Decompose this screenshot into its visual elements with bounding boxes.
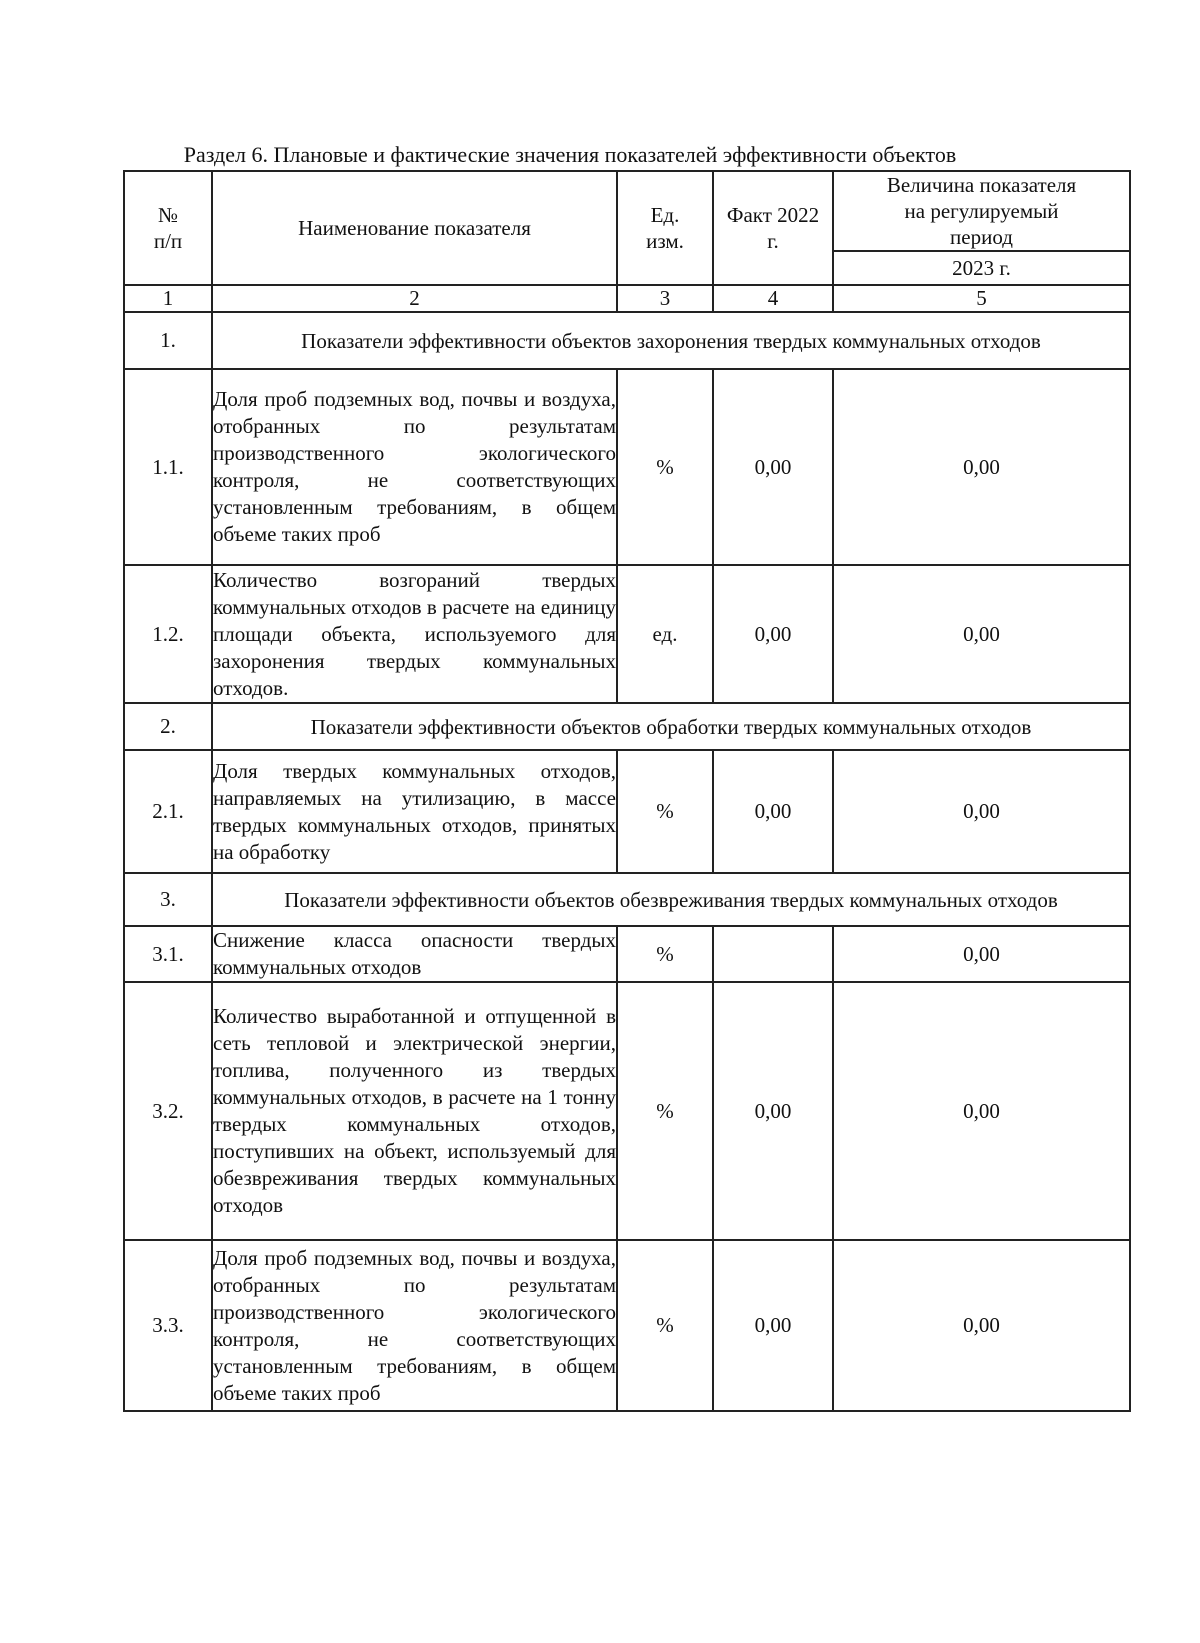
row-plan: 0,00 xyxy=(833,982,1130,1240)
header-name xyxy=(212,171,617,285)
header-planned xyxy=(833,171,1130,251)
header-year: 2023 г. xyxy=(833,251,1130,285)
row-unit: % xyxy=(617,982,713,1240)
colnum-1: 1 xyxy=(124,285,212,312)
row-num: 3.2. xyxy=(124,982,212,1240)
section-num: 3. xyxy=(124,873,212,926)
column-number-row xyxy=(124,285,1130,312)
row-plan: 0,00 xyxy=(833,565,1130,703)
row-num: 2.1. xyxy=(124,750,212,873)
table-row xyxy=(124,369,1130,565)
table-row xyxy=(124,1240,1130,1411)
row-num: 3.3. xyxy=(124,1240,212,1411)
row-num: 1.2. xyxy=(124,565,212,703)
row-num: 1.1. xyxy=(124,369,212,565)
row-name: Доля проб подземных вод, почвы и воздуха, отобранных по результатам производственного экологического контроля, не соответствующих установленным требованиям, в общем объеме таких проб xyxy=(212,1240,617,1411)
colnum-3: 3 xyxy=(617,285,713,312)
section-heading: Показатели эффективности объектов обработки твердых коммунальных отходов xyxy=(212,703,1130,750)
row-name: Доля твердых коммунальных отходов, направляемых на утилизацию, в массе твердых коммунальных отходов, принятых на обработку xyxy=(212,750,617,873)
section-title: Раздел 6. Плановые и фактические значения показателей эффективности объектов xyxy=(183,142,957,167)
row-unit: ед. xyxy=(617,565,713,703)
table-row xyxy=(124,565,1130,703)
row-plan: 0,00 xyxy=(833,750,1130,873)
header-planned-text: Величина показателя на регулируемый период xyxy=(886,173,1077,249)
row-num: 3.1. xyxy=(124,926,212,982)
header-fact-text: Факт 2022 г. xyxy=(726,203,820,253)
section-num: 2. xyxy=(124,703,212,750)
colnum-4: 4 xyxy=(713,285,833,312)
table-row xyxy=(124,750,1130,873)
row-plan: 0,00 xyxy=(833,1240,1130,1411)
row-fact: 0,00 xyxy=(713,565,833,703)
row-fact: 0,00 xyxy=(713,982,833,1240)
header-num-text: № п/п xyxy=(153,203,183,253)
header-row xyxy=(124,171,1130,251)
section-heading: Показатели эффективности объектов захоронения твердых коммунальных отходов xyxy=(212,312,1130,369)
row-name: Количество выработанной и отпущенной в сеть тепловой и электрической энергии, топлива, полученного из твердых коммунальных отходов, в расчете на 1 тонну твердых коммунальных отходов, поступивших на объект, используемый для обезвреживания твердых коммунальных отходов xyxy=(212,982,617,1240)
section-num: 1. xyxy=(124,312,212,369)
colnum-5: 5 xyxy=(833,285,1130,312)
row-unit: % xyxy=(617,750,713,873)
header-name-text: Наименование показателя xyxy=(298,216,531,240)
section-row xyxy=(124,703,1130,750)
header-fact xyxy=(713,171,833,285)
row-plan: 0,00 xyxy=(833,926,1130,982)
row-name: Снижение класса опасности твердых коммунальных отходов xyxy=(212,926,617,982)
table-row xyxy=(124,926,1130,982)
header-unit-text: Ед. изм. xyxy=(646,203,684,253)
header-unit xyxy=(617,171,713,285)
row-name: Количество возгораний твердых коммунальных отходов в расчете на единицу площади объекта, используемого для захоронения твердых коммунальных отходов. xyxy=(212,565,617,703)
header-num xyxy=(124,171,212,285)
section-heading: Показатели эффективности объектов обезвреживания твердых коммунальных отходов xyxy=(212,873,1130,926)
row-name: Доля проб подземных вод, почвы и воздуха, отобранных по результатам производственного экологического контроля, не соответствующих установленным требованиям, в общем объеме таких проб xyxy=(212,369,617,565)
colnum-2: 2 xyxy=(212,285,617,312)
row-fact: 0,00 xyxy=(713,750,833,873)
row-plan: 0,00 xyxy=(833,369,1130,565)
table-row xyxy=(124,982,1130,1240)
row-unit: % xyxy=(617,1240,713,1411)
row-fact: 0,00 xyxy=(713,1240,833,1411)
row-fact: 0,00 xyxy=(713,369,833,565)
indicators-table xyxy=(123,170,1131,1412)
row-unit: % xyxy=(617,369,713,565)
row-fact xyxy=(713,926,833,982)
section-row xyxy=(124,312,1130,369)
row-unit: % xyxy=(617,926,713,982)
section-row xyxy=(124,873,1130,926)
